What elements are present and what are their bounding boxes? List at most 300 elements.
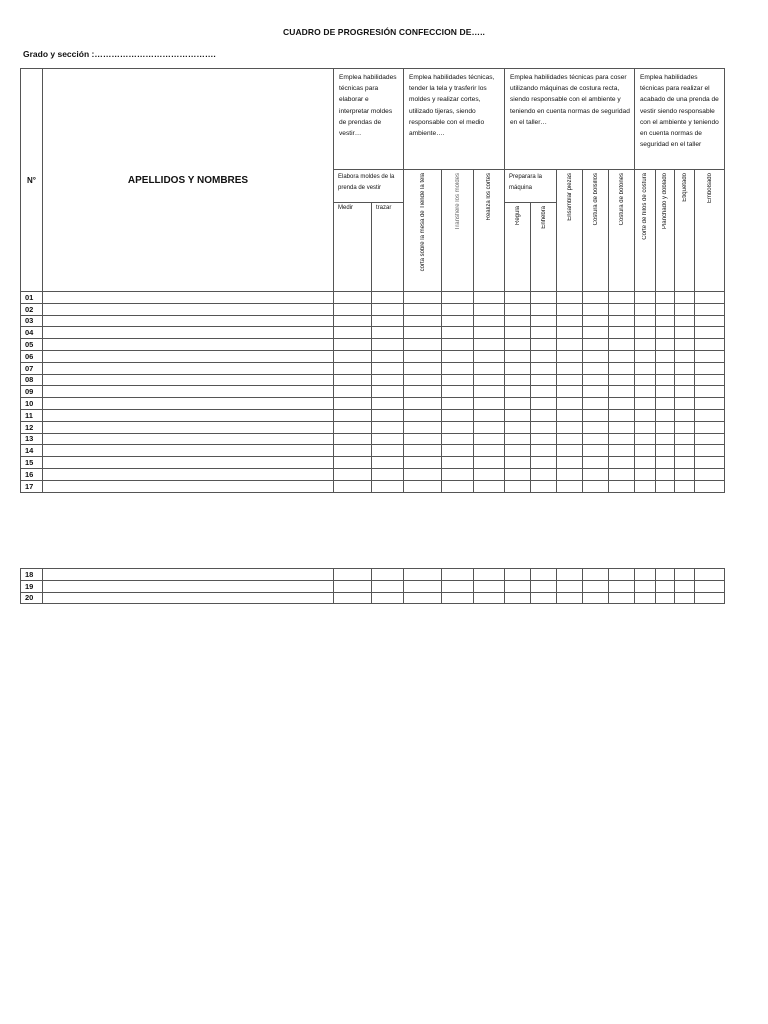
student-name-cell[interactable] [43, 362, 334, 374]
score-cell[interactable] [442, 409, 474, 421]
score-cell[interactable] [372, 480, 404, 492]
score-cell[interactable] [531, 362, 557, 374]
score-cell[interactable] [404, 339, 442, 351]
score-cell[interactable] [583, 457, 609, 469]
score-cell[interactable] [583, 409, 609, 421]
score-cell[interactable] [442, 292, 474, 304]
score-cell[interactable] [675, 386, 695, 398]
score-cell[interactable] [442, 398, 474, 410]
score-cell[interactable] [635, 398, 656, 410]
score-cell[interactable] [334, 569, 372, 581]
score-cell[interactable] [656, 480, 675, 492]
score-cell[interactable] [583, 445, 609, 457]
score-cell[interactable] [609, 433, 635, 445]
score-cell[interactable] [695, 315, 725, 327]
score-cell[interactable] [557, 303, 583, 315]
score-cell[interactable] [442, 592, 474, 604]
student-name-cell[interactable] [43, 480, 334, 492]
score-cell[interactable] [505, 569, 531, 581]
score-cell[interactable] [609, 421, 635, 433]
score-cell[interactable] [557, 315, 583, 327]
score-cell[interactable] [334, 350, 372, 362]
score-cell[interactable] [404, 445, 442, 457]
score-cell[interactable] [531, 398, 557, 410]
score-cell[interactable] [557, 433, 583, 445]
score-cell[interactable] [404, 327, 442, 339]
score-cell[interactable] [695, 362, 725, 374]
score-cell[interactable] [334, 445, 372, 457]
score-cell[interactable] [583, 569, 609, 581]
score-cell[interactable] [635, 315, 656, 327]
score-cell[interactable] [404, 374, 442, 386]
score-cell[interactable] [442, 303, 474, 315]
student-name-cell[interactable] [43, 457, 334, 469]
student-name-cell[interactable] [43, 580, 334, 592]
score-cell[interactable] [557, 409, 583, 421]
score-cell[interactable] [334, 292, 372, 304]
score-cell[interactable] [442, 480, 474, 492]
score-cell[interactable] [531, 468, 557, 480]
score-cell[interactable] [334, 409, 372, 421]
score-cell[interactable] [505, 445, 531, 457]
score-cell[interactable] [474, 315, 505, 327]
score-cell[interactable] [695, 421, 725, 433]
score-cell[interactable] [531, 339, 557, 351]
score-cell[interactable] [372, 468, 404, 480]
score-cell[interactable] [656, 374, 675, 386]
score-cell[interactable] [695, 386, 725, 398]
student-name-cell[interactable] [43, 409, 334, 421]
score-cell[interactable] [334, 468, 372, 480]
score-cell[interactable] [656, 350, 675, 362]
score-cell[interactable] [404, 315, 442, 327]
score-cell[interactable] [474, 362, 505, 374]
score-cell[interactable] [404, 409, 442, 421]
score-cell[interactable] [531, 592, 557, 604]
score-cell[interactable] [695, 480, 725, 492]
score-cell[interactable] [656, 292, 675, 304]
score-cell[interactable] [583, 292, 609, 304]
score-cell[interactable] [442, 580, 474, 592]
score-cell[interactable] [442, 339, 474, 351]
score-cell[interactable] [695, 292, 725, 304]
score-cell[interactable] [557, 480, 583, 492]
score-cell[interactable] [531, 303, 557, 315]
score-cell[interactable] [474, 350, 505, 362]
score-cell[interactable] [635, 445, 656, 457]
score-cell[interactable] [675, 421, 695, 433]
score-cell[interactable] [531, 433, 557, 445]
score-cell[interactable] [609, 315, 635, 327]
score-cell[interactable] [334, 303, 372, 315]
score-cell[interactable] [675, 409, 695, 421]
score-cell[interactable] [583, 327, 609, 339]
score-cell[interactable] [675, 480, 695, 492]
score-cell[interactable] [404, 433, 442, 445]
score-cell[interactable] [695, 327, 725, 339]
score-cell[interactable] [675, 327, 695, 339]
score-cell[interactable] [505, 350, 531, 362]
student-name-cell[interactable] [43, 433, 334, 445]
score-cell[interactable] [609, 580, 635, 592]
score-cell[interactable] [505, 362, 531, 374]
score-cell[interactable] [635, 350, 656, 362]
score-cell[interactable] [675, 350, 695, 362]
score-cell[interactable] [583, 468, 609, 480]
score-cell[interactable] [656, 445, 675, 457]
score-cell[interactable] [557, 457, 583, 469]
score-cell[interactable] [635, 421, 656, 433]
score-cell[interactable] [474, 445, 505, 457]
score-cell[interactable] [442, 315, 474, 327]
score-cell[interactable] [656, 433, 675, 445]
score-cell[interactable] [609, 374, 635, 386]
score-cell[interactable] [557, 569, 583, 581]
score-cell[interactable] [675, 374, 695, 386]
score-cell[interactable] [505, 292, 531, 304]
score-cell[interactable] [531, 457, 557, 469]
score-cell[interactable] [675, 339, 695, 351]
score-cell[interactable] [404, 480, 442, 492]
score-cell[interactable] [635, 327, 656, 339]
score-cell[interactable] [531, 445, 557, 457]
score-cell[interactable] [583, 339, 609, 351]
score-cell[interactable] [583, 433, 609, 445]
score-cell[interactable] [442, 386, 474, 398]
score-cell[interactable] [675, 592, 695, 604]
score-cell[interactable] [372, 303, 404, 315]
score-cell[interactable] [404, 350, 442, 362]
score-cell[interactable] [557, 468, 583, 480]
student-name-cell[interactable] [43, 421, 334, 433]
score-cell[interactable] [334, 386, 372, 398]
score-cell[interactable] [334, 327, 372, 339]
score-cell[interactable] [531, 315, 557, 327]
score-cell[interactable] [404, 398, 442, 410]
score-cell[interactable] [656, 457, 675, 469]
score-cell[interactable] [474, 569, 505, 581]
score-cell[interactable] [609, 445, 635, 457]
score-cell[interactable] [442, 457, 474, 469]
score-cell[interactable] [635, 433, 656, 445]
score-cell[interactable] [583, 480, 609, 492]
score-cell[interactable] [404, 386, 442, 398]
score-cell[interactable] [531, 580, 557, 592]
student-name-cell[interactable] [43, 468, 334, 480]
score-cell[interactable] [442, 421, 474, 433]
score-cell[interactable] [404, 362, 442, 374]
student-name-cell[interactable] [43, 315, 334, 327]
score-cell[interactable] [583, 362, 609, 374]
student-name-cell[interactable] [43, 569, 334, 581]
score-cell[interactable] [404, 421, 442, 433]
score-cell[interactable] [695, 592, 725, 604]
student-name-cell[interactable] [43, 327, 334, 339]
score-cell[interactable] [583, 303, 609, 315]
score-cell[interactable] [372, 339, 404, 351]
score-cell[interactable] [531, 480, 557, 492]
score-cell[interactable] [505, 468, 531, 480]
score-cell[interactable] [474, 339, 505, 351]
score-cell[interactable] [656, 327, 675, 339]
score-cell[interactable] [474, 421, 505, 433]
score-cell[interactable] [609, 327, 635, 339]
score-cell[interactable] [334, 374, 372, 386]
score-cell[interactable] [609, 362, 635, 374]
score-cell[interactable] [609, 350, 635, 362]
score-cell[interactable] [474, 374, 505, 386]
score-cell[interactable] [442, 374, 474, 386]
score-cell[interactable] [635, 292, 656, 304]
student-name-cell[interactable] [43, 303, 334, 315]
score-cell[interactable] [695, 468, 725, 480]
score-cell[interactable] [474, 592, 505, 604]
score-cell[interactable] [695, 580, 725, 592]
score-cell[interactable] [656, 580, 675, 592]
score-cell[interactable] [505, 339, 531, 351]
score-cell[interactable] [583, 592, 609, 604]
score-cell[interactable] [404, 457, 442, 469]
score-cell[interactable] [557, 292, 583, 304]
score-cell[interactable] [505, 421, 531, 433]
score-cell[interactable] [442, 350, 474, 362]
score-cell[interactable] [372, 445, 404, 457]
score-cell[interactable] [583, 421, 609, 433]
score-cell[interactable] [635, 457, 656, 469]
score-cell[interactable] [695, 433, 725, 445]
score-cell[interactable] [635, 303, 656, 315]
score-cell[interactable] [635, 409, 656, 421]
score-cell[interactable] [695, 398, 725, 410]
score-cell[interactable] [635, 480, 656, 492]
score-cell[interactable] [505, 398, 531, 410]
score-cell[interactable] [442, 433, 474, 445]
score-cell[interactable] [695, 339, 725, 351]
score-cell[interactable] [474, 386, 505, 398]
score-cell[interactable] [583, 374, 609, 386]
student-name-cell[interactable] [43, 350, 334, 362]
score-cell[interactable] [531, 350, 557, 362]
score-cell[interactable] [656, 398, 675, 410]
score-cell[interactable] [557, 362, 583, 374]
score-cell[interactable] [334, 592, 372, 604]
score-cell[interactable] [334, 315, 372, 327]
score-cell[interactable] [474, 480, 505, 492]
score-cell[interactable] [404, 592, 442, 604]
score-cell[interactable] [557, 445, 583, 457]
score-cell[interactable] [635, 468, 656, 480]
score-cell[interactable] [474, 292, 505, 304]
score-cell[interactable] [334, 421, 372, 433]
score-cell[interactable] [372, 580, 404, 592]
score-cell[interactable] [656, 592, 675, 604]
score-cell[interactable] [656, 421, 675, 433]
score-cell[interactable] [675, 457, 695, 469]
score-cell[interactable] [695, 445, 725, 457]
student-name-cell[interactable] [43, 398, 334, 410]
score-cell[interactable] [695, 374, 725, 386]
score-cell[interactable] [557, 592, 583, 604]
student-name-cell[interactable] [43, 592, 334, 604]
score-cell[interactable] [372, 327, 404, 339]
score-cell[interactable] [531, 409, 557, 421]
score-cell[interactable] [609, 468, 635, 480]
score-cell[interactable] [675, 362, 695, 374]
score-cell[interactable] [505, 303, 531, 315]
score-cell[interactable] [334, 480, 372, 492]
score-cell[interactable] [372, 433, 404, 445]
score-cell[interactable] [531, 569, 557, 581]
score-cell[interactable] [442, 468, 474, 480]
score-cell[interactable] [505, 480, 531, 492]
score-cell[interactable] [505, 409, 531, 421]
score-cell[interactable] [583, 350, 609, 362]
student-name-cell[interactable] [43, 292, 334, 304]
score-cell[interactable] [334, 339, 372, 351]
score-cell[interactable] [609, 569, 635, 581]
score-cell[interactable] [505, 433, 531, 445]
score-cell[interactable] [557, 339, 583, 351]
score-cell[interactable] [334, 580, 372, 592]
score-cell[interactable] [656, 303, 675, 315]
score-cell[interactable] [635, 386, 656, 398]
score-cell[interactable] [583, 398, 609, 410]
student-name-cell[interactable] [43, 445, 334, 457]
score-cell[interactable] [505, 374, 531, 386]
score-cell[interactable] [531, 292, 557, 304]
score-cell[interactable] [474, 468, 505, 480]
score-cell[interactable] [609, 480, 635, 492]
score-cell[interactable] [442, 327, 474, 339]
score-cell[interactable] [675, 580, 695, 592]
score-cell[interactable] [656, 386, 675, 398]
score-cell[interactable] [675, 468, 695, 480]
score-cell[interactable] [505, 580, 531, 592]
score-cell[interactable] [474, 433, 505, 445]
score-cell[interactable] [404, 468, 442, 480]
score-cell[interactable] [557, 327, 583, 339]
score-cell[interactable] [372, 409, 404, 421]
student-name-cell[interactable] [43, 386, 334, 398]
score-cell[interactable] [675, 569, 695, 581]
score-cell[interactable] [583, 315, 609, 327]
score-cell[interactable] [372, 362, 404, 374]
score-cell[interactable] [695, 457, 725, 469]
score-cell[interactable] [372, 350, 404, 362]
score-cell[interactable] [695, 303, 725, 315]
score-cell[interactable] [372, 292, 404, 304]
score-cell[interactable] [675, 445, 695, 457]
score-cell[interactable] [557, 350, 583, 362]
score-cell[interactable] [531, 374, 557, 386]
score-cell[interactable] [442, 569, 474, 581]
score-cell[interactable] [557, 580, 583, 592]
score-cell[interactable] [474, 409, 505, 421]
score-cell[interactable] [656, 339, 675, 351]
score-cell[interactable] [656, 569, 675, 581]
score-cell[interactable] [474, 398, 505, 410]
score-cell[interactable] [334, 457, 372, 469]
score-cell[interactable] [675, 315, 695, 327]
score-cell[interactable] [609, 409, 635, 421]
score-cell[interactable] [442, 362, 474, 374]
score-cell[interactable] [675, 292, 695, 304]
score-cell[interactable] [404, 303, 442, 315]
score-cell[interactable] [557, 386, 583, 398]
score-cell[interactable] [474, 303, 505, 315]
student-name-cell[interactable] [43, 339, 334, 351]
score-cell[interactable] [372, 569, 404, 581]
score-cell[interactable] [583, 386, 609, 398]
score-cell[interactable] [609, 339, 635, 351]
score-cell[interactable] [675, 398, 695, 410]
score-cell[interactable] [531, 327, 557, 339]
score-cell[interactable] [442, 445, 474, 457]
score-cell[interactable] [635, 592, 656, 604]
score-cell[interactable] [557, 398, 583, 410]
score-cell[interactable] [609, 457, 635, 469]
score-cell[interactable] [372, 374, 404, 386]
score-cell[interactable] [505, 327, 531, 339]
score-cell[interactable] [656, 468, 675, 480]
score-cell[interactable] [695, 350, 725, 362]
score-cell[interactable] [656, 315, 675, 327]
score-cell[interactable] [334, 362, 372, 374]
score-cell[interactable] [372, 386, 404, 398]
score-cell[interactable] [557, 374, 583, 386]
score-cell[interactable] [474, 327, 505, 339]
score-cell[interactable] [635, 580, 656, 592]
score-cell[interactable] [557, 421, 583, 433]
score-cell[interactable] [695, 569, 725, 581]
score-cell[interactable] [372, 315, 404, 327]
score-cell[interactable] [334, 398, 372, 410]
score-cell[interactable] [505, 315, 531, 327]
score-cell[interactable] [635, 569, 656, 581]
score-cell[interactable] [609, 386, 635, 398]
score-cell[interactable] [635, 374, 656, 386]
score-cell[interactable] [505, 386, 531, 398]
score-cell[interactable] [656, 409, 675, 421]
score-cell[interactable] [583, 580, 609, 592]
score-cell[interactable] [474, 457, 505, 469]
score-cell[interactable] [505, 457, 531, 469]
score-cell[interactable] [372, 592, 404, 604]
student-name-cell[interactable] [43, 374, 334, 386]
score-cell[interactable] [635, 362, 656, 374]
score-cell[interactable] [474, 580, 505, 592]
score-cell[interactable] [675, 303, 695, 315]
score-cell[interactable] [635, 339, 656, 351]
score-cell[interactable] [675, 433, 695, 445]
score-cell[interactable] [531, 386, 557, 398]
score-cell[interactable] [404, 569, 442, 581]
score-cell[interactable] [404, 580, 442, 592]
score-cell[interactable] [656, 362, 675, 374]
score-cell[interactable] [404, 292, 442, 304]
score-cell[interactable] [695, 409, 725, 421]
score-cell[interactable] [531, 421, 557, 433]
score-cell[interactable] [609, 292, 635, 304]
score-cell[interactable] [334, 433, 372, 445]
score-cell[interactable] [372, 398, 404, 410]
score-cell[interactable] [609, 303, 635, 315]
score-cell[interactable] [609, 398, 635, 410]
score-cell[interactable] [372, 421, 404, 433]
score-cell[interactable] [609, 592, 635, 604]
score-cell[interactable] [505, 592, 531, 604]
score-cell[interactable] [372, 457, 404, 469]
